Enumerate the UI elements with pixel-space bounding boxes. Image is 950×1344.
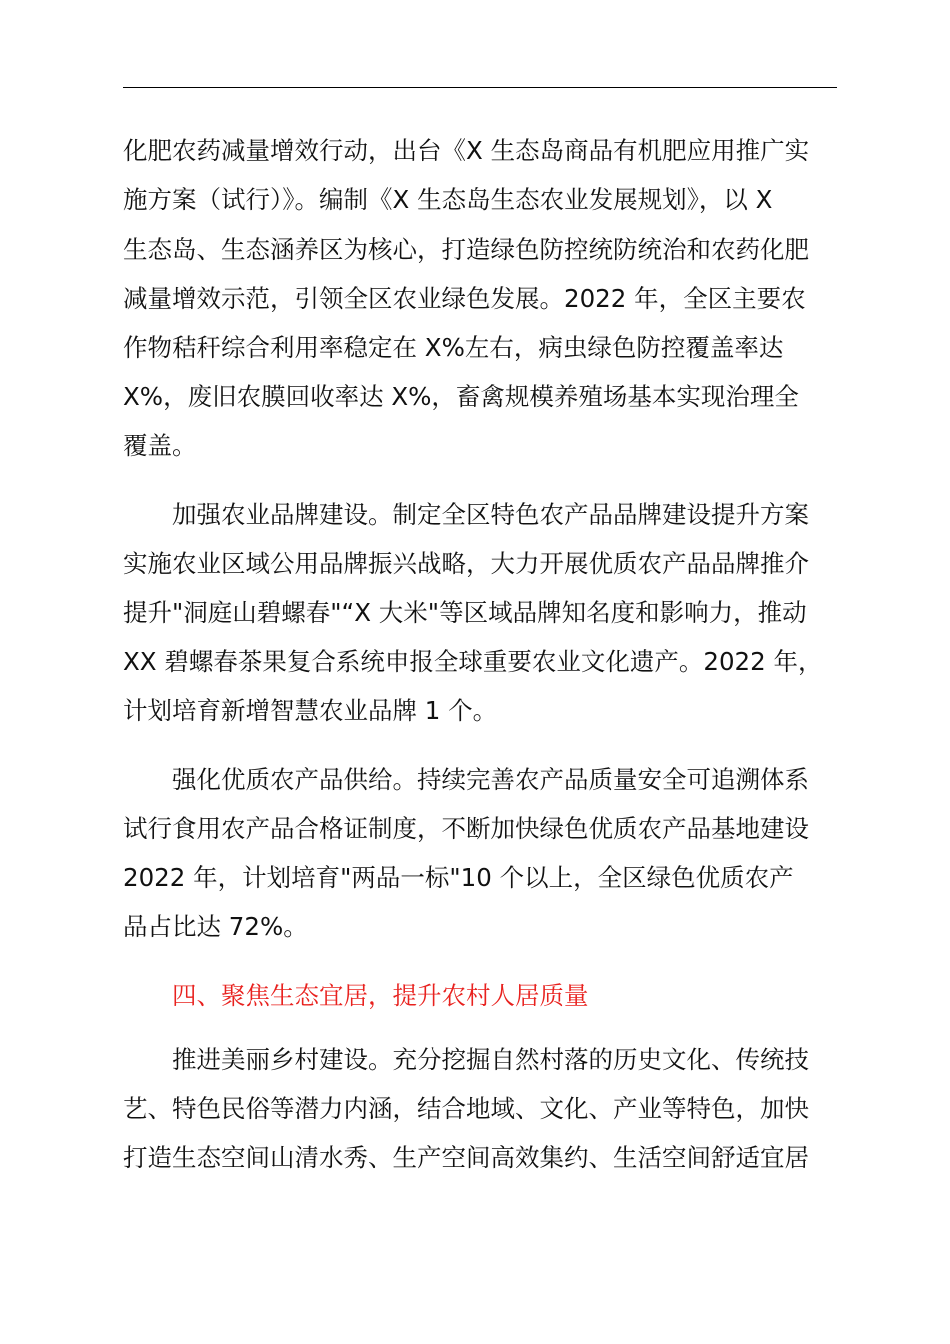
paragraph-line: XX 碧螺春茶果复合系统申报全球重要农业文化遗产。2022 年，	[123, 647, 823, 676]
paragraph-line: X%，废旧农膜回收率达 X%，畜禽规模养殖场基本实现治理全	[123, 382, 799, 411]
paragraph-line: 化肥农药减量增效行动，出台《X 生态岛商品有机肥应用推广实	[123, 136, 810, 165]
paragraph-line: 实施农业区域公用品牌振兴战略，大力开展优质农产品品牌推介	[123, 549, 809, 578]
header-rule	[123, 87, 837, 88]
paragraph-line: 艺、特色民俗等潜力内涵，结合地域、文化、产业等特色，加快	[123, 1094, 809, 1123]
paragraph-line: 施方案（试行）》。编制《X 生态岛生态农业发展规划》，以 X	[123, 185, 773, 214]
paragraph-line: 计划培育新增智慧农业品牌 1 个。	[123, 696, 498, 725]
paragraph-line: 打造生态空间山清水秀、生产空间高效集约、生活空间舒适宜居	[123, 1143, 809, 1172]
section-heading: 四、聚焦生态宜居，提升农村人居质量	[172, 981, 589, 1010]
paragraph-line: 推进美丽乡村建设。充分挖掘自然村落的历史文化、传统技	[172, 1045, 809, 1074]
paragraph-line: 加强农业品牌建设。制定全区特色农产品品牌建设提升方案	[172, 500, 809, 529]
paragraph-line: 作物秸秆综合利用率稳定在 X%左右，病虫绿色防控覆盖率达	[123, 333, 784, 362]
paragraph-line: 减量增效示范，引领全区农业绿色发展。2022 年，全区主要农	[123, 284, 806, 313]
paragraph-line: 试行食用农产品合格证制度，不断加快绿色优质农产品基地建设	[123, 814, 809, 843]
paragraph-line: 提升"洞庭山碧螺春"“X 大米"等区域品牌知名度和影响力，推动	[123, 598, 807, 627]
paragraph-line: 强化优质农产品供给。持续完善农产品质量安全可追溯体系	[172, 765, 809, 794]
paragraph-line: 品占比达 72%。	[123, 912, 308, 941]
paragraph-line: 覆盖。	[123, 431, 197, 460]
paragraph-line: 生态岛、生态涵养区为核心，打造绿色防控统防统治和农药化肥	[123, 235, 809, 264]
paragraph-line: 2022 年，计划培育"两品一标"10 个以上，全区绿色优质农产	[123, 863, 794, 892]
